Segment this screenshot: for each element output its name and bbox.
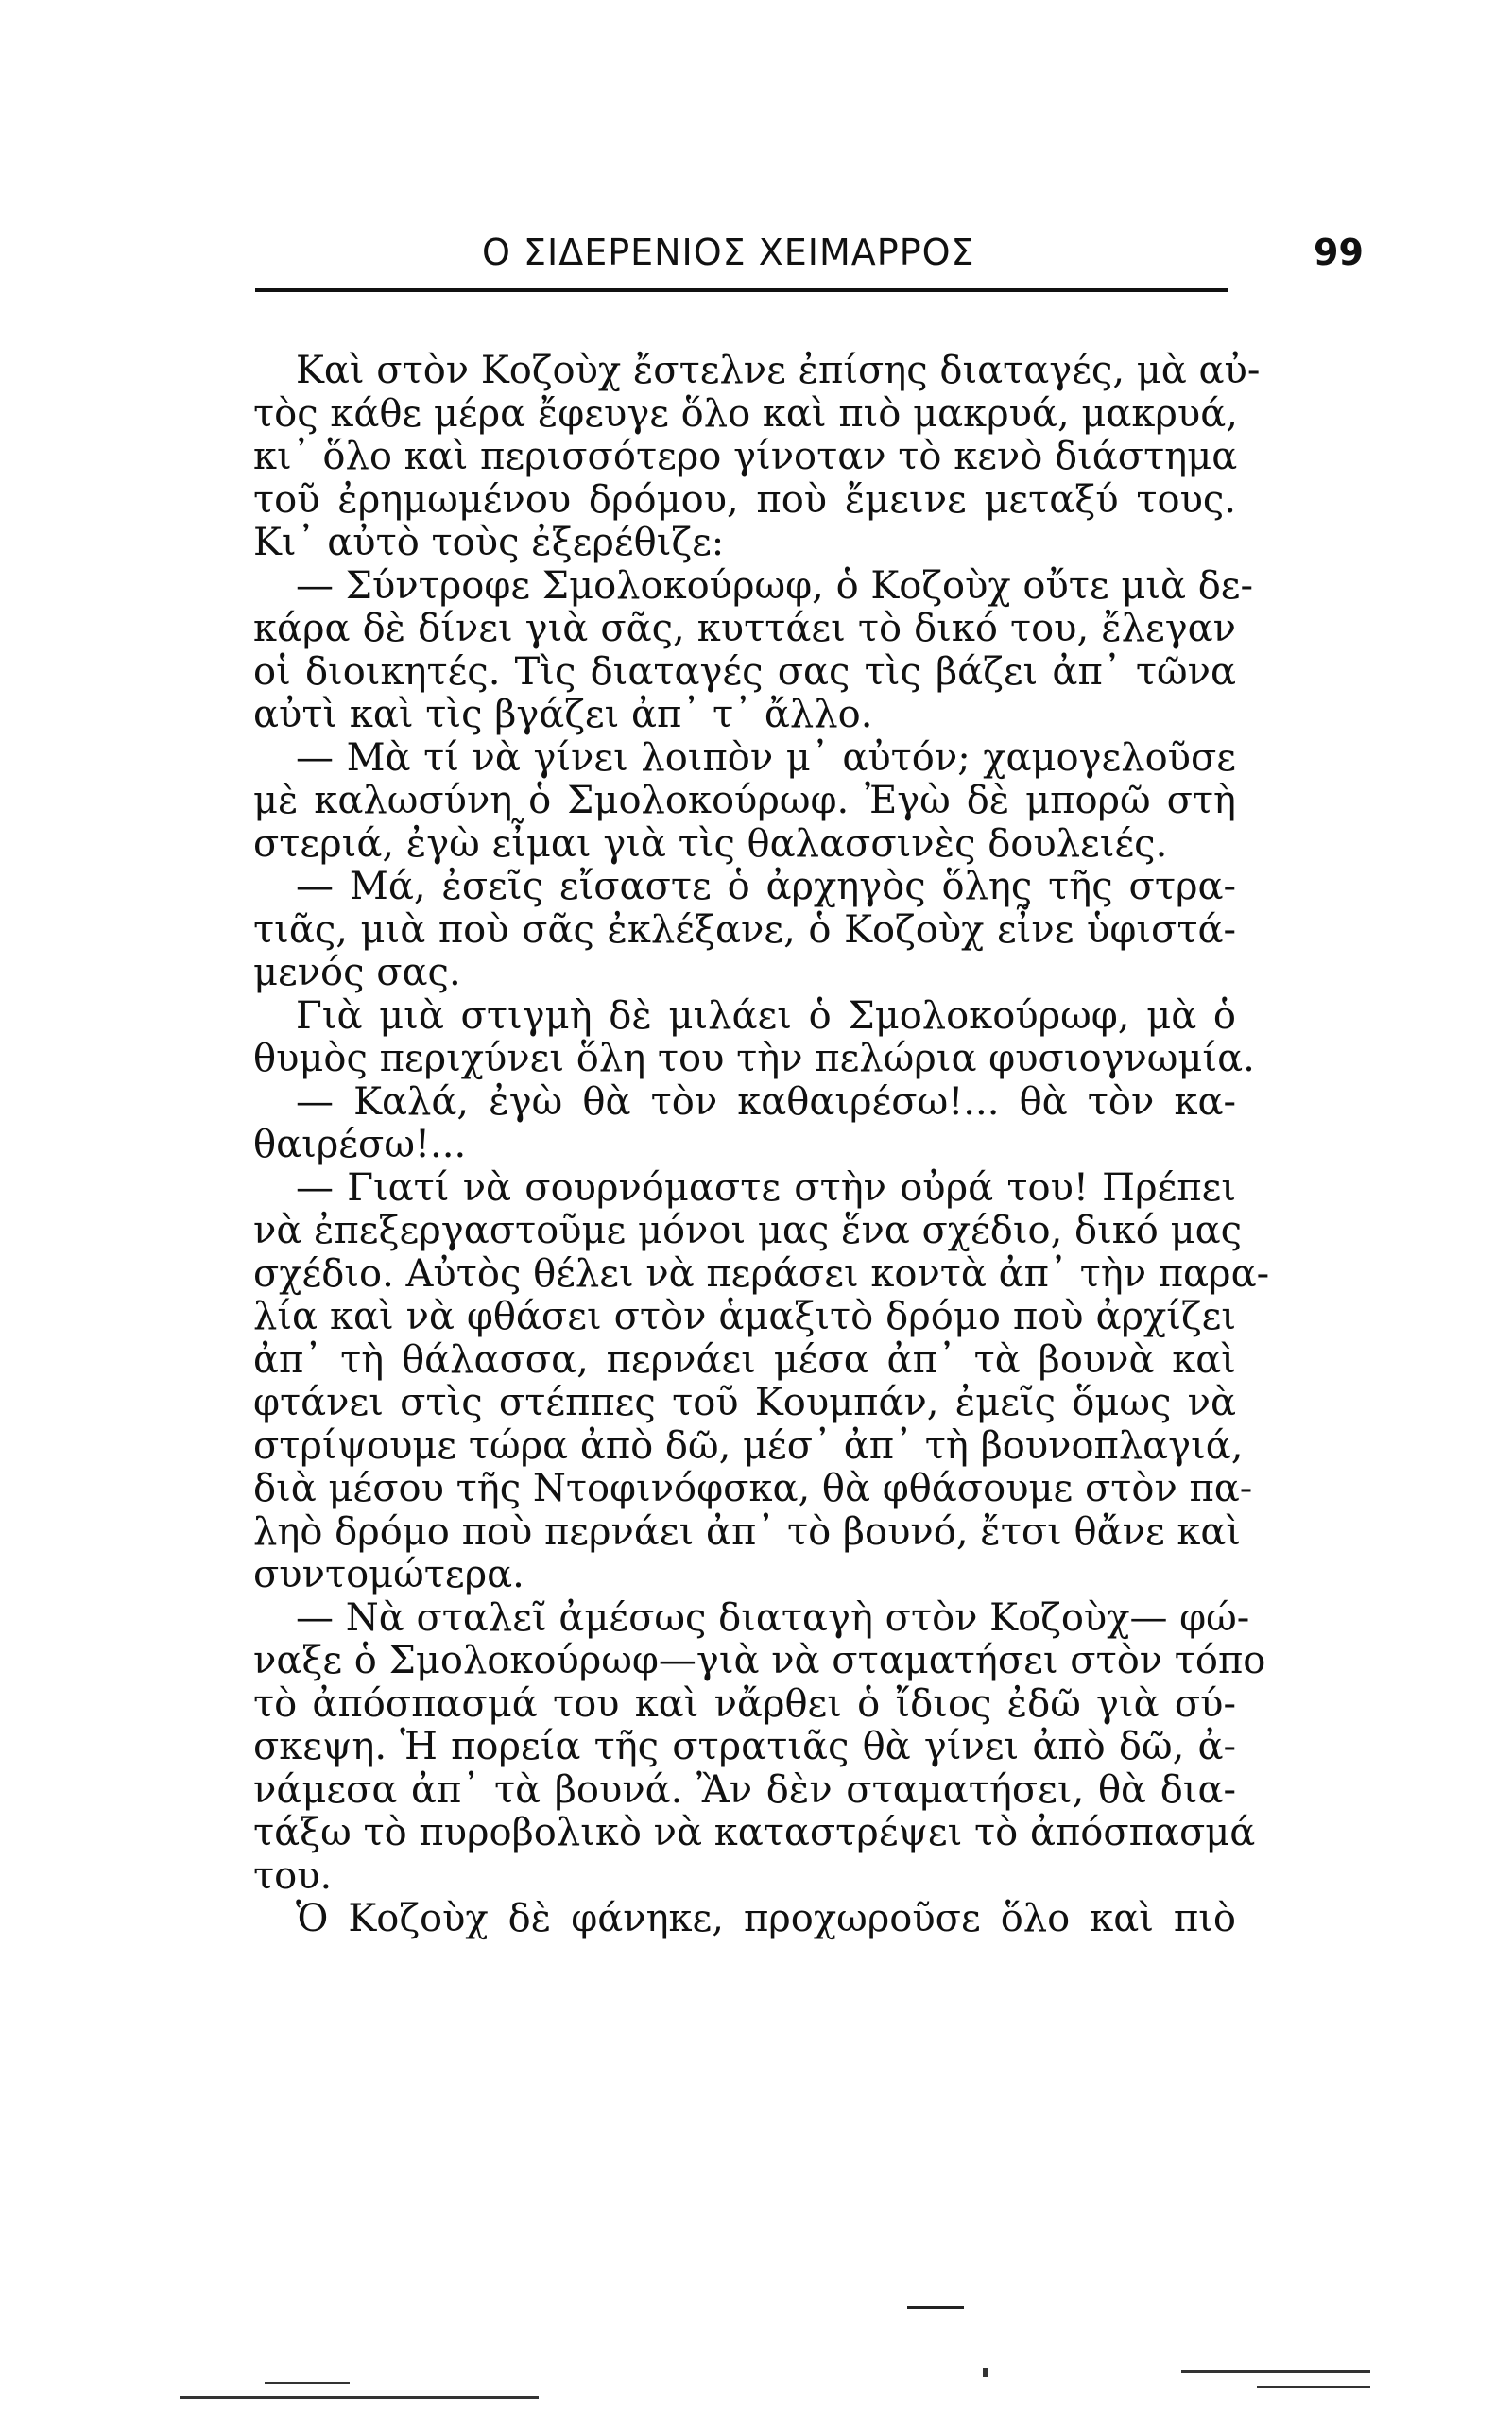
text-line: διὰ μέσου τῆς Ντοφινόφσκα, θὰ φθάσουμε στὸν πα-	[253, 1467, 1253, 1510]
text-line: νάμεσα ἀπ᾽ τὰ βουνά. Ἂν δὲν σταματήσει, θὰ δια-	[253, 1767, 1236, 1812]
text-line: μὲ καλωσύνη ὁ Σμολοκούρωφ. Ἐγὼ δὲ μπορῶ στὴ	[253, 779, 1236, 822]
text-line: — Μά, ἐσεῖς εἴσαστε ὁ ἀρχηγὸς ὅλης τῆς στρα-	[296, 865, 1236, 908]
running-title: Ο ΣΙΔΕΡΕΝΙΟΣ ΧΕΙΜΑΡΡΟΣ	[482, 232, 975, 273]
text-line: σχέδιο. Αὐτὸς θέλει νὰ περάσει κοντὰ ἀπ᾽ τὴν παρα-	[253, 1251, 1270, 1296]
text-line: — Καλά, ἐγὼ θὰ τὸν καθαιρέσω!... θὰ τὸν κα-	[296, 1079, 1236, 1124]
text-line: στρίψουμε τώρα ἀπὸ δῶ, μέσ᾽ ἀπ᾽ τὴ βουνοπλαγιά,	[253, 1423, 1244, 1468]
scan-artifact	[265, 2382, 350, 2384]
text-line: τὸς κάθε μέρα ἔφευγε ὅλο καὶ πιὸ μακρυά, μακρυά,	[253, 391, 1238, 436]
text-line: στεριά, ἐγὼ εἶμαι γιὰ τὶς θαλασσινὲς δουλειές.	[253, 821, 1168, 866]
page-number: 99	[1314, 232, 1364, 273]
text-line: — Μὰ τί νὰ γίνει λοιπὸν μ᾽ αὐτόν; χαμογελοῦσε	[296, 735, 1236, 780]
text-line: αὐτὶ καὶ τὶς βγάζει ἀπ᾽ τ᾽ ἄλλο.	[253, 693, 873, 736]
text-line: — Σύντροφε Σμολοκούρωφ, ὁ Κοζοὺχ οὔτε μιὰ δε-	[296, 563, 1254, 608]
header-rule	[255, 288, 1228, 292]
scan-artifact	[1181, 2370, 1370, 2373]
text-line: ἀπ᾽ τὴ θάλασσα, περνάει μέσα ἀπ᾽ τὰ βουνὰ καὶ	[253, 1337, 1236, 1382]
text-line: Ὁ Κοζοὺχ δὲ φάνηκε, προχωροῦσε ὅλο καὶ πιὸ	[296, 1897, 1236, 1940]
body-text	[253, 349, 1270, 1941]
scan-dash-mark	[907, 2306, 964, 2309]
scan-artifact	[1257, 2386, 1370, 2388]
text-line: τιᾶς, μιὰ ποὺ σᾶς ἐκλέξανε, ὁ Κοζοὺχ εἶνε ὑφιστά-	[253, 907, 1236, 952]
scan-artifact	[983, 2368, 988, 2377]
text-line: λία καὶ νὰ φθάσει στὸν ἁμαξιτὸ δρόμο ποὺ ἀρχίζει	[253, 1295, 1236, 1338]
text-line: νὰ ἐπεξεργαστοῦμε μόνοι μας ἕνα σχέδιο, δικό μας	[253, 1209, 1242, 1252]
text-line: — Νὰ σταλεῖ ἀμέσως διαταγὴ στὸν Κοζοὺχ— φώ-	[296, 1595, 1250, 1640]
text-line: Κι᾽ αὐτὸ τοὺς ἐξερέθιζε:	[253, 521, 725, 564]
text-line: φτάνει στὶς στέππες τοῦ Κουμπάν, ἐμεῖς ὅμως νὰ	[253, 1381, 1236, 1424]
text-line: κάρα δὲ δίνει γιὰ σᾶς, κυττάει τὸ δικό του, ἔλεγαν	[253, 607, 1236, 650]
text-line: τοῦ ἐρημωμένου δρόμου, ποὺ ἔμεινε μεταξύ τους.	[253, 477, 1236, 522]
text-line: ληὸ δρόμο ποὺ περνάει ἀπ᾽ τὸ βουνό, ἔτσι θἄνε καὶ	[253, 1509, 1242, 1554]
text-line: Γιὰ μιὰ στιγμὴ δὲ μιλάει ὁ Σμολοκούρωφ, μὰ ὁ	[296, 993, 1236, 1038]
scan-artifact	[180, 2396, 539, 2399]
text-line: κι᾽ ὅλο καὶ περισσότερο γίνοταν τὸ κενὸ διάστημα	[253, 435, 1238, 478]
text-line: — Γιατί νὰ σουρνόμαστε στὴν οὐρά του! Πρέπει	[296, 1165, 1236, 1210]
text-line: τὸ ἀπόσπασμά του καὶ νἄρθει ὁ ἴδιος ἐδῶ γιὰ σύ-	[253, 1681, 1236, 1726]
text-line: τάξω τὸ πυροβολικὸ νὰ καταστρέψει τὸ ἀπόσπασμά	[253, 1811, 1256, 1854]
text-line: θυμὸς περιχύνει ὅλη του τὴν πελώρια φυσιογνωμία.	[253, 1037, 1255, 1080]
text-line: συντομώτερα.	[253, 1553, 524, 1596]
text-line: σκεψη. Ἡ πορεία τῆς στρατιᾶς θὰ γίνει ἀπὸ δῶ, ἀ-	[253, 1725, 1236, 1768]
text-line: του.	[253, 1853, 333, 1898]
page-header	[255, 232, 1507, 288]
text-line: ναξε ὁ Σμολοκούρωφ—γιὰ νὰ σταματήσει στὸν τόπο	[253, 1639, 1266, 1682]
text-line: οἱ διοικητές. Τὶς διαταγές σας τὶς βάζει ἀπ᾽ τῶνα	[253, 649, 1236, 694]
text-line: μενός σας.	[253, 951, 461, 994]
text-line: θαιρέσω!...	[253, 1123, 467, 1166]
text-line: Καὶ στὸν Κοζοὺχ ἔστελνε ἐπίσης διαταγές, μὰ αὐ-	[296, 349, 1261, 392]
